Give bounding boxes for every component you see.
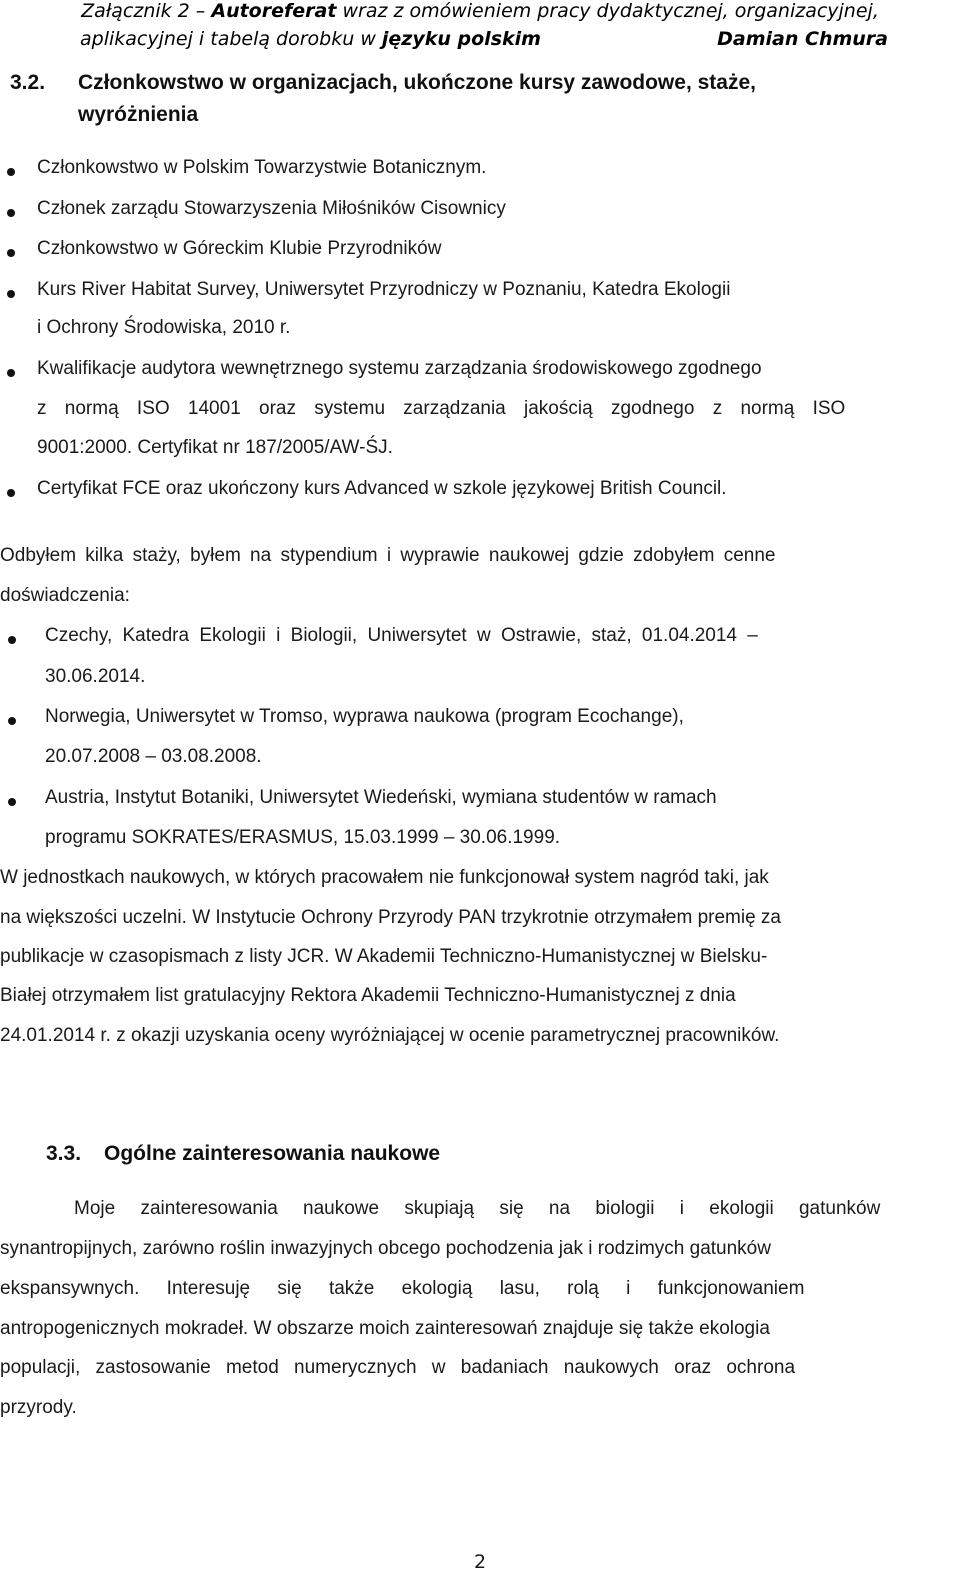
header-line-1 — [0, 0, 960, 25]
section-3-3-heading — [0, 1142, 960, 1172]
list-item-text: Norwegia, Uniwersytet w Tromso, wyprawa naukowa (program Ecochange), — [45, 706, 684, 727]
list-item-text: Członkowstwo w Góreckim Klubie Przyrodników — [37, 238, 442, 259]
section-3-2-title-line-2: wyróżnienia — [78, 103, 199, 126]
paragraph-line — [0, 1277, 943, 1301]
internships-intro-line-1 — [0, 544, 943, 568]
paragraph-line — [0, 1356, 945, 1380]
paragraph-line — [74, 1197, 943, 1221]
list-item-text: 30.06.2014. — [45, 666, 146, 687]
list-item-text: z normą ISO 14001 oraz systemu zarządzania jakością zgodnego z normą ISO — [37, 398, 846, 419]
bullet-icon — [7, 209, 15, 217]
paragraph-line-text: antropogenicznych mokradeł. W obszarze moich zainteresowań znajduje się także ekologia — [0, 1318, 770, 1339]
internships-intro-line-2: doświadczenia: — [0, 585, 130, 606]
header-line-1-suffix: wraz z omówieniem pracy dydaktycznej, organizacyjnej, — [336, 0, 879, 22]
header-line-2-prefix: aplikacyjnej i tabelą dorobku w — [80, 28, 382, 50]
header-author: Damian Chmura — [717, 28, 888, 50]
list-item-text: Członek zarządu Stowarzyszenia Miłośników Cisownicy — [37, 198, 506, 219]
header-line-2-text — [80, 25, 541, 53]
header-autoreferat: Autoreferat — [211, 0, 337, 22]
paragraph-line: przyrody. — [0, 1397, 77, 1418]
bullet-icon — [7, 369, 15, 377]
bullet-icon — [8, 798, 16, 806]
page-number: 2 — [473, 1551, 487, 1573]
list-item-text: Austria, Instytut Botaniki, Uniwersytet Wiedeński, wymiana studentów w ramach — [45, 787, 717, 808]
bullet-icon — [7, 290, 15, 298]
paragraph-line — [0, 1237, 945, 1261]
bullet-icon — [7, 249, 15, 257]
header-language: języku polskim — [381, 28, 541, 50]
header-line-1-prefix: Załącznik 2 – — [81, 0, 212, 22]
list-item-text: 9001:2000. Certyfikat nr 187/2005/AW-ŚJ. — [37, 437, 393, 458]
paragraph-line-text: Białej otrzymałem list gratulacyjny Rektora Akademii Techniczno-Humanistycznej z dnia — [0, 985, 736, 1006]
bullet-icon — [8, 717, 16, 725]
paragraph-line-text: 24.01.2014 r. z okazji uzyskania oceny wyróżniającej w ocenie parametrycznej pracowników. — [0, 1025, 780, 1046]
bullet-icon — [7, 168, 15, 176]
section-3-3-title: Ogólne zainteresowania naukowe — [104, 1142, 441, 1165]
list-item-text: 20.07.2008 – 03.08.2008. — [45, 746, 262, 767]
paragraph-line — [0, 906, 945, 930]
bullet-icon — [8, 636, 16, 644]
list-item-text: Kwalifikacje audytora wewnętrznego systemu zarządzania środowiskowego zgodnego — [37, 358, 762, 379]
paragraph-line — [0, 866, 928, 890]
bullet-icon — [7, 489, 15, 497]
list-item-text: i Ochrony Środowiska, 2010 r. — [37, 317, 291, 338]
list-item-text-row — [37, 357, 942, 381]
list-item-text: programu SOKRATES/ERASMUS, 15.03.1999 – 30.06.1999. — [45, 827, 561, 848]
internships-intro-text-1: Odbyłem kilka staży, byłem na stypendium i wyprawie naukowej gdzie zdobyłem cenne — [0, 545, 776, 566]
paragraph-line — [0, 1317, 945, 1341]
paragraph-line — [0, 1024, 942, 1048]
paragraph-line — [0, 945, 945, 969]
paragraph-line-text: W jednostkach naukowych, w których pracowałem nie funkcjonował system nagród taki, jak — [0, 867, 769, 888]
list-item-text: Czechy, Katedra Ekologii i Biologii, Uniwersytet w Ostrawie, staż, 01.04.2014 – — [45, 625, 758, 646]
section-3-2-heading — [0, 71, 960, 131]
paragraph-line-text: populacji, zastosowanie metod numerycznych w badaniach naukowych oraz ochrona — [0, 1357, 796, 1378]
paragraph-line-text: synantropijnych, zarówno roślin inwazyjnych obcego pochodzenia jak i rodzimych gatunków — [0, 1238, 771, 1259]
list-item-text: Członkowstwo w Polskim Towarzystwie Botanicznym. — [37, 157, 487, 178]
section-3-2-title-line-1: Członkowstwo w organizacjach, ukończone kursy zawodowe, staże, — [78, 71, 756, 94]
list-item-text-row — [37, 397, 942, 421]
paragraph-line-text: Moje zainteresowania naukowe skupiają się na biologii i ekologii gatunków — [74, 1198, 881, 1219]
section-3-2-number: 3.2. — [10, 71, 46, 94]
paragraph-line-text: publikacje w czasopismach z listy JCR. W Akademii Techniczno-Humanistycznej w Bielsku- — [0, 946, 768, 967]
paragraph-line — [0, 984, 895, 1008]
list-item-text: Certyfikat FCE oraz ukończony kurs Advanced w szkole językowej British Council. — [37, 478, 727, 499]
paragraph-line-text: ekspansywnych. Interesuję się także ekologią lasu, rolą i funkcjonowaniem — [0, 1278, 805, 1299]
list-item-text: Kurs River Habitat Survey, Uniwersytet Przyrodniczy w Poznaniu, Katedra Ekologii — [37, 279, 731, 300]
section-3-3-number: 3.3. — [46, 1142, 82, 1165]
paragraph-line-text: na większości uczelni. W Instytucie Ochrony Przyrody PAN trzykrotnie otrzymałem premię za — [0, 907, 781, 928]
